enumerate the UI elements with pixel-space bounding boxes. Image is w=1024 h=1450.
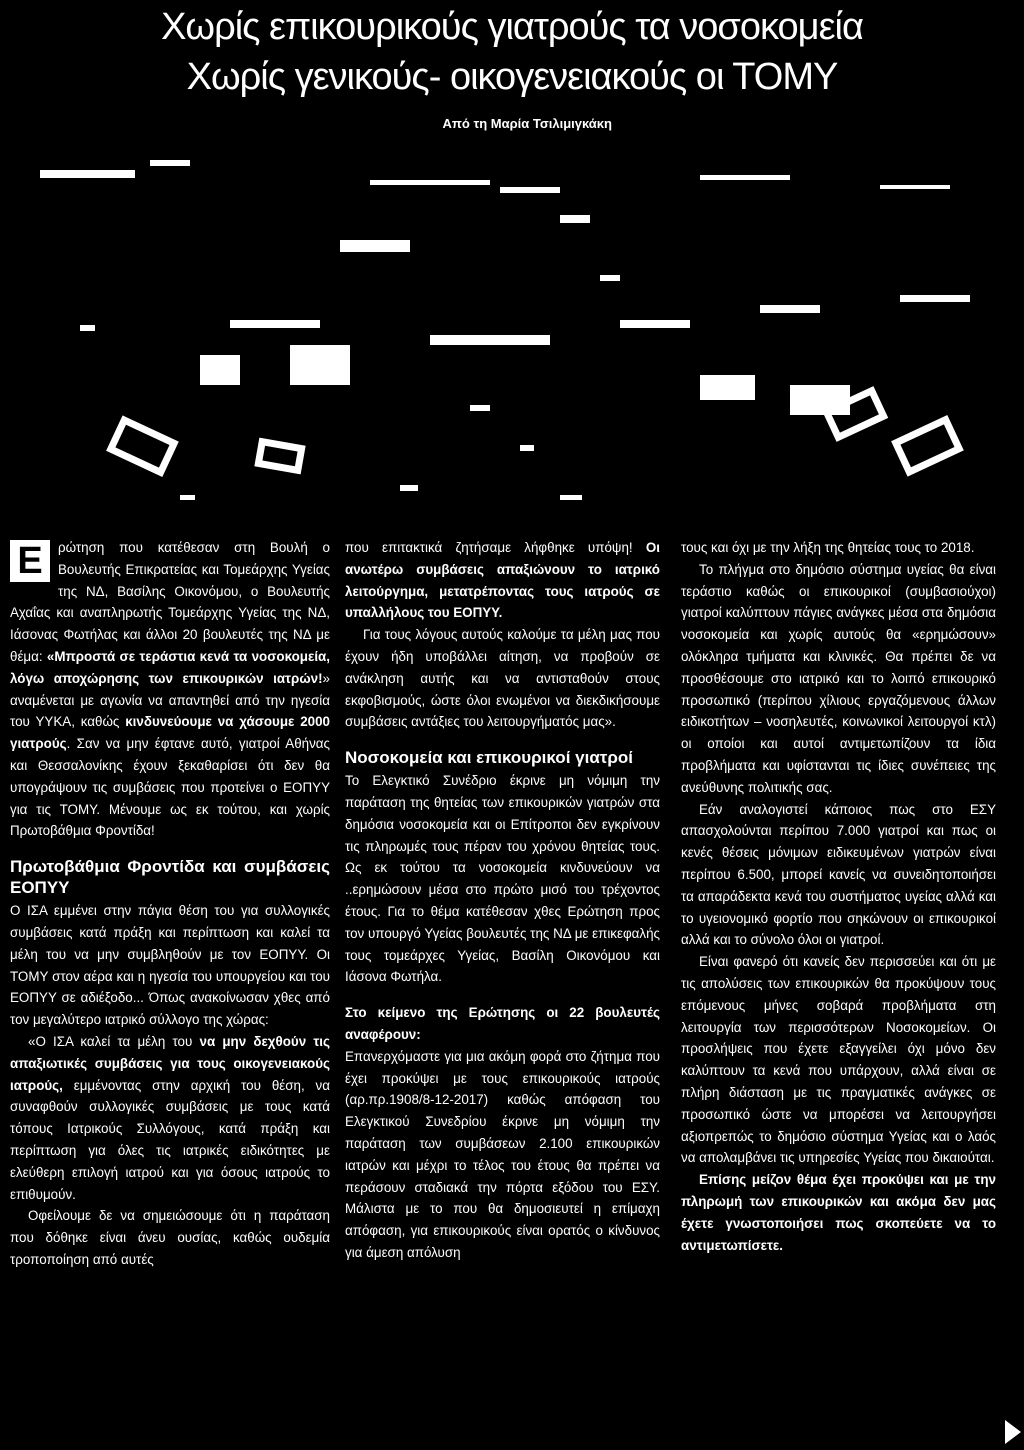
closing-bold: Επίσης μείζον θέμα έχει προκύψει και με την πληρωμή των επικουρικών και ακόμα δεν μας έχετε γνωστοποιήσει πως σκοπεύετε να το αντιμετωπίσετε.	[681, 1172, 996, 1253]
lead-text-2: » αναμένεται με αγωνία να απαντηθεί από την ηγεσία του ΥΥΚΑ, καθώς	[10, 670, 330, 730]
paragraph-text: που επιτακτικά ζητήσαμε λήφθηκε υπόψη!	[345, 540, 646, 555]
paragraph: Το πλήγμα στο δημόσιο σύστημα υγείας θα είναι τεράστιο καθώς οι επικουρικοί (συμβασιούχοι) γιατροί καλύπτουν πάγιες ανάγκες μέσα στα δημόσια νοσοκομεία και χωρίς αυτούς θα «ερημώσουν» ολόκληρα τμήματα και κλινικές. Θα πρέπει δε να προσθέσουμε στο ιατρικό και το λοιπό επικουρικό προσωπικό (περίπου χίλιους εργαζόμενους άλλων ειδικοτήτων – νοσηλευτές, κοινωνικοί λειτουργοί κτλ) οι οποίοι και αυτοί αντιμετωπίζουν τα ίδια προβλήματα και υφίστανται τις ίδιες συνέπειες της ανεύθυνης πολιτικής σας.	[681, 561, 996, 795]
paragraph	[345, 537, 660, 624]
lead-bold-quote: «Μπροστά σε τεράστια κενά τα νοσοκομεία, λόγω αποχώρησης των επικουρικών ιατρών!	[10, 648, 330, 686]
lead-paragraph	[10, 537, 330, 842]
section-heading-hospitals: Νοσοκομεία και επικουρικοί γιατροί	[345, 748, 633, 768]
section-heading-primary-care: Πρωτοβάθμια Φροντίδα και συμβάσεις ΕΟΠΥΥ	[10, 857, 330, 898]
quote-text-2: εμμένοντας στην αρχική του θέση, να συναφθούν συλλογικές συμβάσεις με τους κατά τόπους Ιατρικούς Συλλόγους, κατά πράξη και περίπτωση για όλες τις ιατρικές ειδικότητες με ελεύθερη επιλογή ιατρού και για όσους ιατρούς το επιθυμούν.	[10, 1077, 330, 1202]
article-column-3	[681, 537, 996, 1256]
drop-cap: Ε	[10, 540, 50, 582]
paragraph: Επανερχόμαστε για μια ακόμη φορά στο ζήτημα που έχει προκύψει με τους επικουρικούς ιατρούς (αρ.πρ.1908/8-12-2017) καθώς απόφαση του Ελεγκτικού Συνεδρίου έκρινε μη νόμιμη την παράταση των συμβάσεων 2.100 επικουρικών ιατρών και μέχρι το τέλος του έτους θα πρέπει να περάσουν σταδιακά την πόρτα εξόδου του ΕΣΥ. Μάλιστα με το που θα δημοσιευτεί η επίμαχη απόφαση, για επικουρικούς είναι ορατός ο κίνδυνος για άμεση απόλυση	[345, 1048, 660, 1260]
quote-bold: να μην δεχθούν τις απαξιωτικές συμβάσεις για τους οικογενειακούς ιατρούς,	[10, 1033, 330, 1093]
paragraph: Είναι φανερό ότι κανείς δεν περισσεύει και ότι με τις απολύσεις των επικουρικών θα προκύψουν τους επόμενους μήνες σοβαρά προβλήματα στη λειτουργία των περισσότερων Νοσοκομείων. Οι προσλήψεις που έχετε εξαγγείλει όχι μόνο δεν καλύπτουν τα κενά που υπάρχουν, αλλά είναι σε πλήρη διάσταση με τις πραγματικές ανάγκες σε προσωπικό ώστε να μπορέσει να λειτουργήσει αξιοπρεπώς το δημόσιο σύστημα Υγείας και ο λαός να απολαμβάνει τις υπηρεσίες Υγείας που δικαιούται.	[681, 954, 996, 1166]
paragraph-bold: Οι ανωτέρω συμβάσεις απαξιώνουν το ιατρικό λειτούργημα, μετατρέποντας τους ιατρούς σε υπαλλήλους του ΕΟΠΥΥ.	[345, 540, 660, 621]
lead-text-3: . Σαν να μην έφτανε αυτό, γιατροί Αθήνας και Θεσσαλονίκης έχουν ξεκαθαρίσει ότι δεν θα υπογράψουν τις συμβάσεις που προτείνει ο ΕΟΠΥΥ για τις ΤΟΜΥ. Μένουμε ως εκ τούτου, και χωρίς Πρωτοβάθμια Φροντίδα!	[10, 736, 330, 839]
lead-bold-2000: κινδυνεύουμε να χάσουμε 2000 γιατρούς	[10, 714, 330, 752]
paragraph: Εάν αναλογιστεί κάποιος πως στο ΕΣΥ απασχολούνται περίπου 7.000 γιατροί και πως οι κενές θέσεις μόνιμων ειδικευμένων γιατρών είναι περίπου 6.500, μπορεί κανείς να συνειδητοποιήσει τα απαράδεκτα κενά του συστήματος υγείας αλλά και το υγειονομικό φορτίο που σηκώνουν οι επικουρικοί αλλά και το σύνολο όλοι οι γιατροί.	[681, 801, 996, 948]
headline-line-2: Χωρίς γενικούς- οικογενειακούς οι ΤΟΜΥ	[186, 56, 838, 98]
subheading-question-text: Στο κείμενο της Ερώτησης οι 22 βουλευτές αναφέρουν:	[345, 1005, 660, 1042]
headline-line-1: Χωρίς επικουρικούς γιατρούς τα νοσοκομεία	[161, 6, 863, 48]
article-column-1	[10, 537, 330, 1271]
parliament-chamber-photo	[0, 145, 1024, 525]
paragraph: Οφείλουμε δε να σημειώσουμε ότι η παράταση που δόθηκε είναι άνευ ουσίας, καθώς ουδεμία τροποποίηση από αυτές	[10, 1208, 330, 1267]
paragraph: Το Ελεγκτικό Συνέδριο έκρινε μη νόμιμη την παράταση της θητείας των επικουρικών γιατρών στα δημόσια νοσοκομεία και οι Επίτροποι δεν εγκρίνουν τις πληρωμές τους πέραν του χρόνου θητείας τους. Ως εκ τούτου τα νοσοκομεία κινδυνεύουν να ..ερημώσουν μέσα στο πρώτο μισό του τρέχοντος έτους. Για το θέμα κατέθεσαν χθες Ερώτηση προς τον υπουργό Υγείας βουλευτές της ΝΔ με επικεφαλής τους τομεάρχες Υγείας, Βασίλη Οικονόμου και Ιάσονα Φωτήλα.	[345, 773, 660, 985]
paragraph: Ο ΙΣΑ εμμένει στην πάγια θέση του για συλλογικές συμβάσεις κατά πράξη και περίπτωση και καλεί τα μέλη του να μην συμβληθούν με τον ΕΟΠΥΥ. Οι ΤΟΜΥ στον αέρα και η ηγεσία του υπουργείου και του ΕΟΠΥΥ σε αδιέξοδο... Όπως ανακοίνωσαν χθες από τον μεγαλύτερο ιατρικό σύλλογο της χώρας:	[10, 903, 330, 1028]
paragraph: Για τους λόγους αυτούς καλούμε τα μέλη μας που έχουν ήδη υποβάλλει αίτηση, να προβούν σε ανάκληση αυτής και να αντισταθούν στους εκφοβισμούς, ώστε όλοι ενωμένοι να διεκδικήσουμε συμβάσεις αντάξιες του λειτουργήματός μας».	[345, 627, 660, 730]
article-column-2	[345, 537, 660, 1264]
byline: Από τη Μαρία Τσιλιμιγκάκη	[442, 116, 612, 131]
paragraph-quote	[10, 1031, 330, 1205]
lead-text: ρώτηση που κατέθεσαν στη Βουλή ο Βουλευτής Επικρατείας και Τομεάρχης Υγείας της ΝΔ, Βασίλης Οικονόμου, ο Βουλευτής Αχαΐας και αναπληρωτής Τομεάρχης Υγείας της ΝΔ, Ιάσονας Φωτήλας και άλλοι 20 βουλευτές της ΝΔ με θέμα:	[10, 540, 330, 664]
paragraph: τους και όχι με την λήξη της θητείας τους το 2018.	[681, 540, 975, 555]
quote-text: «Ο ΙΣΑ καλεί τα μέλη του	[28, 1033, 200, 1049]
paragraph-bold-closing	[681, 1169, 996, 1256]
next-page-arrow-icon	[1005, 1420, 1021, 1444]
